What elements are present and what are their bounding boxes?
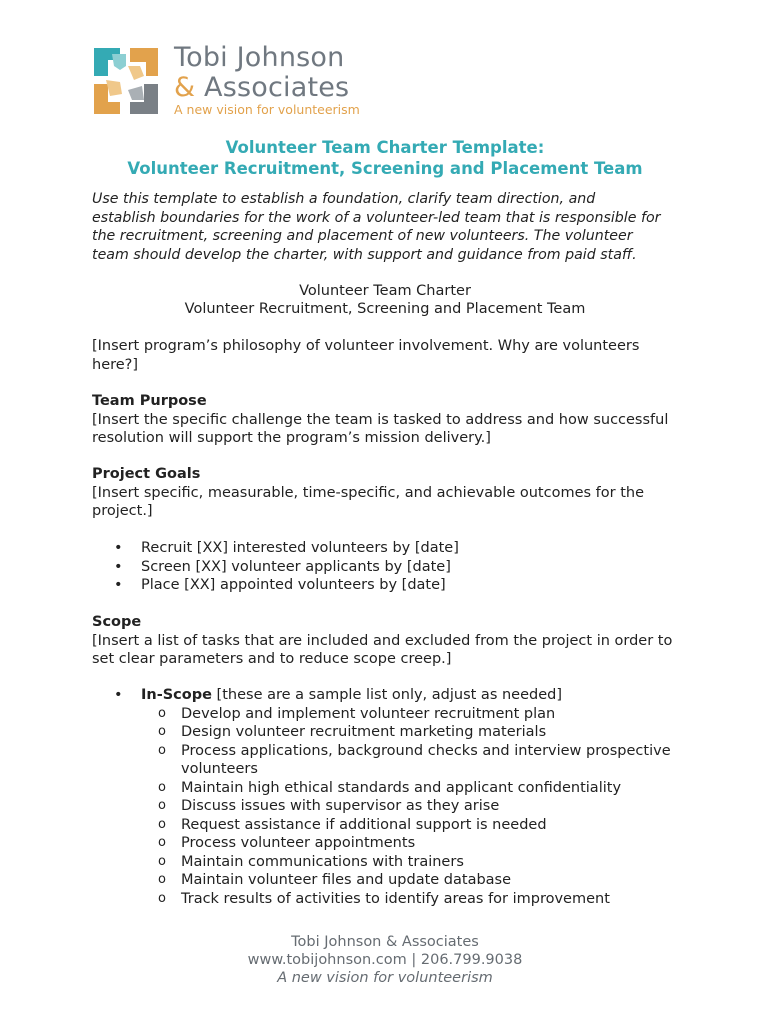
bullet-icon: •	[114, 687, 123, 703]
scope-line: [Insert a list of tasks that are included and excluded from the project in order to	[92, 632, 673, 649]
sub-list-item	[92, 834, 712, 853]
in-scope-label: In-Scope	[141, 687, 212, 703]
sub-list-item-text: volunteers	[181, 761, 258, 777]
sub-list-item-text: Process applications, background checks and interview prospective	[181, 742, 671, 759]
logo-name-line2	[174, 73, 360, 102]
scope-line: set clear parameters and to reduce scope creep.]	[92, 651, 452, 667]
philosophy-paragraph	[92, 337, 692, 374]
document-title-line2: Volunteer Recruitment, Screening and Placement Team	[127, 159, 643, 178]
sub-list-item	[92, 723, 712, 742]
logo-name-line1: Tobi Johnson	[174, 42, 345, 73]
in-scope-item	[141, 686, 562, 705]
sub-list-item-text: Process volunteer appointments	[181, 835, 416, 851]
charter-heading-line1: Volunteer Team Charter	[299, 283, 471, 299]
intro-line: the recruitment, screening and placement of new volunteers. The volunteer	[92, 228, 633, 244]
intro-line: establish boundaries for the work of a volunteer-led team that is responsible for	[92, 209, 661, 226]
sub-bullet-icon: o	[158, 705, 166, 721]
team-purpose-section	[92, 392, 692, 448]
sub-bullet-icon: o	[158, 724, 166, 739]
sub-list-item	[92, 853, 712, 872]
in-scope-sublist	[92, 705, 712, 909]
intro-line: team should develop the charter, with support and guidance from paid staff.	[92, 246, 637, 263]
sub-list-item	[92, 779, 712, 798]
sub-bullet-icon: o	[158, 835, 166, 850]
sub-bullet-icon: o	[158, 853, 166, 869]
sub-list-item-text: Track results of activities to identify areas for improvement	[181, 890, 610, 907]
charter-heading-line2: Volunteer Recruitment, Screening and Placement Team	[184, 301, 586, 317]
bullet-icon: •	[114, 558, 123, 575]
philosophy-line: [Insert program’s philosophy of volunteer involvement. Why are volunteers	[92, 338, 640, 354]
project-goals-line: project.]	[92, 503, 153, 519]
list-item	[92, 686, 712, 705]
sub-list-item-text: Request assistance if additional support is needed	[181, 816, 547, 833]
list-item-text: Recruit [XX] interested volunteers by [date]	[141, 540, 459, 556]
sub-list-item	[92, 816, 712, 835]
list-item	[92, 558, 712, 577]
philosophy-line: here?]	[92, 356, 139, 373]
sub-bullet-icon: o	[158, 816, 166, 832]
logo-wordmark	[174, 42, 360, 118]
sub-list-item	[92, 742, 712, 779]
sub-list-item	[92, 705, 712, 724]
sub-list-item-text: Maintain communications with trainers	[181, 853, 464, 870]
intro-paragraph	[92, 190, 692, 264]
team-purpose-heading: Team Purpose	[92, 393, 207, 409]
sub-list-item	[92, 797, 712, 816]
sub-list-item	[92, 871, 712, 890]
list-item-text: Place [XX] appointed volunteers by [date]	[141, 577, 446, 593]
sub-list-item-text: Maintain volunteer files and update database	[181, 872, 512, 888]
project-goals-section	[92, 465, 692, 521]
bullet-icon: •	[114, 577, 123, 593]
intro-line: Use this template to establish a foundation, clarify team direction, and	[92, 191, 596, 207]
team-purpose-line: [Insert the specific challenge the team is tasked to address and how successful	[92, 411, 669, 428]
sub-bullet-icon: o	[158, 742, 166, 758]
sub-list-item-text: Design volunteer recruitment marketing materials	[181, 724, 547, 740]
document-title-line1: Volunteer Team Charter Template:	[225, 138, 545, 157]
project-goals-list	[92, 539, 712, 595]
sub-list-item	[92, 890, 712, 909]
hands-logo-icon	[92, 46, 160, 116]
scope-heading: Scope	[92, 614, 142, 630]
footer-tagline: A new vision for volunteerism	[277, 970, 493, 986]
sub-list-item-text: Develop and implement volunteer recruitment plan	[181, 705, 556, 722]
scope-list	[92, 686, 712, 908]
sub-bullet-icon: o	[158, 872, 166, 887]
sub-bullet-icon: o	[158, 779, 166, 795]
list-item-text: Screen [XX] volunteer applicants by [date]	[141, 558, 451, 575]
footer-contact: www.tobijohnson.com | 206.799.9038	[247, 952, 523, 968]
list-item	[92, 576, 712, 595]
sub-bullet-icon: o	[158, 890, 166, 906]
bullet-icon: •	[114, 540, 123, 556]
logo-associates: Associates	[195, 72, 350, 103]
project-goals-line: [Insert specific, measurable, time-specific, and achievable outcomes for the	[92, 484, 645, 501]
sub-bullet-icon: o	[158, 798, 166, 813]
sub-list-item-text: Maintain high ethical standards and applicant confidentiality	[181, 779, 622, 796]
logo-tagline: A new vision for volunteerism	[174, 102, 360, 117]
footer-company: Tobi Johnson & Associates	[291, 934, 479, 950]
in-scope-note: [these are a sample list only, adjust as needed]	[211, 687, 562, 703]
company-logo	[92, 42, 382, 118]
sub-list-item-text: Discuss issues with supervisor as they arise	[181, 798, 500, 814]
team-purpose-line: resolution will support the program’s mission delivery.]	[92, 430, 491, 446]
list-item	[92, 539, 712, 558]
project-goals-heading: Project Goals	[92, 466, 201, 482]
logo-ampersand: &	[174, 72, 196, 103]
scope-section	[92, 613, 692, 669]
